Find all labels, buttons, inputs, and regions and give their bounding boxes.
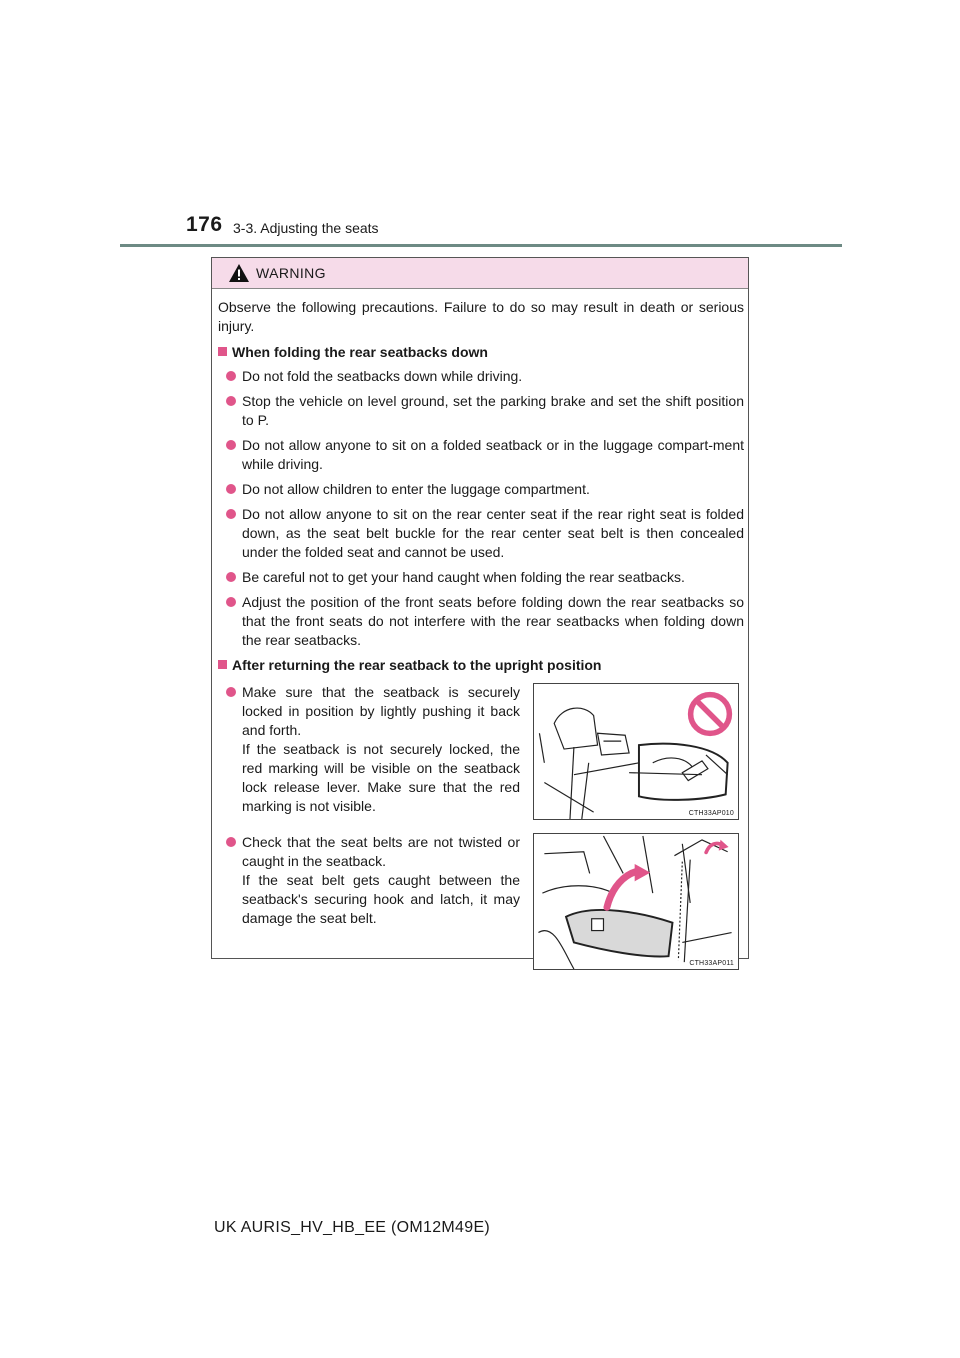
list-item-text: Check that the seat belts are not twisted or caught in the seatback. If the seat belt gets caught between the seatback's securing hook and latch, it may damage the seat belt. — [242, 834, 520, 926]
list-item — [218, 436, 744, 474]
list-item-text: Do not allow anyone to sit on the rear center seat if the rear right seat is folded down, as the seat belt buckle for the rear center seat belt is then concealed under the folded seat and cannot be used. — [242, 506, 744, 560]
list-item-text: Do not allow children to enter the luggage compartment. — [242, 481, 590, 497]
bullet-icon — [226, 440, 236, 450]
figure-row-1 — [218, 683, 744, 833]
list-item — [218, 683, 520, 816]
figure-code: CTH33AP010 — [688, 810, 734, 817]
list-item — [218, 367, 744, 386]
bullet-icon — [226, 572, 236, 582]
square-bullet-icon — [218, 660, 227, 669]
warning-triangle-icon — [228, 263, 250, 283]
list-item — [218, 593, 744, 650]
warning-body — [218, 298, 744, 978]
list-item-text: Stop the vehicle on level ground, set the parking brake and set the shift position to P. — [242, 393, 744, 428]
figure-seat-belt — [533, 833, 739, 970]
bullet-icon — [226, 484, 236, 494]
list-item-text: Adjust the position of the front seats before folding down the rear seatbacks so that the front seats do not interfere with the rear seatbacks when folding down the rear seatbacks. — [242, 594, 744, 648]
bullet-icon — [226, 597, 236, 607]
arrow-icon — [600, 864, 652, 916]
list-item-text: Be careful not to get your hand caught when folding the rear seatbacks. — [242, 569, 685, 585]
arrow-icon — [702, 838, 730, 856]
list-item — [218, 833, 520, 928]
sub-heading-folding — [218, 343, 744, 362]
warning-intro: Observe the following precautions. Failure to do so may result in death or serious injury. — [218, 299, 744, 334]
header-rule — [120, 244, 842, 247]
figure-seatback-lock — [533, 683, 739, 820]
list-item — [218, 505, 744, 562]
bullet-icon — [226, 837, 236, 847]
list-item-text: Do not allow anyone to sit on a folded seatback or in the luggage compart-ment while driving. — [242, 437, 744, 472]
bullet-icon — [226, 371, 236, 381]
bullet-icon — [226, 687, 236, 697]
sub-heading-upright — [218, 656, 744, 675]
bullet-icon — [226, 509, 236, 519]
list-item-text: Make sure that the seatback is securely locked in position by lightly pushing it back and forth. If the seatback is not securely locked, the red marking will be visible on the seatback lock release lever. Make sure that the red marking is not visible. — [242, 684, 520, 814]
section-title: 3-3. Adjusting the seats — [233, 220, 379, 236]
figure-row-2 — [218, 833, 744, 978]
list-item-text: Do not fold the seatbacks down while driving. — [242, 368, 523, 384]
warning-box — [211, 257, 749, 967]
sub-heading-text: After returning the rear seatback to the upright position — [232, 657, 602, 673]
warning-label: WARNING — [256, 265, 326, 281]
list-item — [218, 568, 744, 587]
list-item — [218, 392, 744, 430]
sub-heading-text: When folding the rear seatbacks down — [232, 344, 488, 360]
bullet-icon — [226, 396, 236, 406]
warning-header — [212, 258, 748, 289]
square-bullet-icon — [218, 347, 227, 356]
page-number: 176 — [186, 213, 223, 236]
footer-model: UK AURIS_HV_HB_EE (OM12M49E) — [214, 1219, 491, 1236]
figure-code: CTH33AP011 — [689, 960, 734, 967]
list-item — [218, 480, 744, 499]
prohibition-icon — [686, 690, 734, 738]
